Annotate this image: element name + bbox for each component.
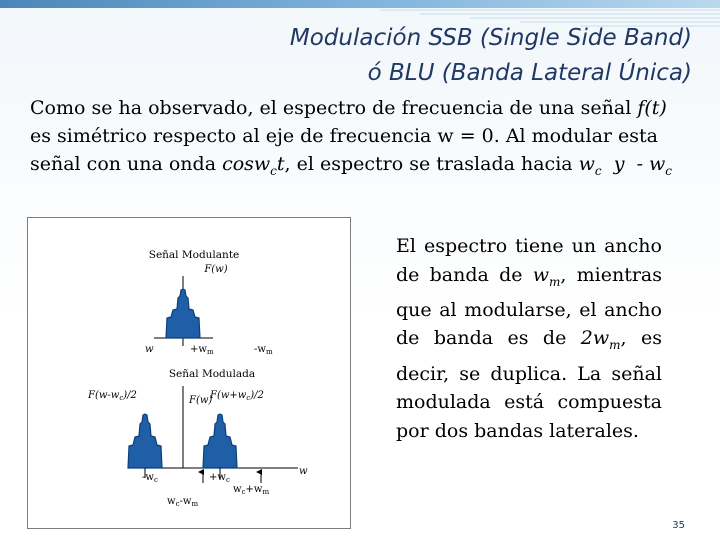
- spectrum-diagram: [28, 218, 350, 528]
- page-number: 35: [672, 520, 685, 531]
- upper-sideband-shape: [203, 414, 237, 468]
- slide-title-line-1: Modulación SSB (Single Side Band): [289, 25, 692, 51]
- y-word: y: [613, 153, 625, 175]
- modulated-title: Señal Modulada: [168, 368, 256, 380]
- wc-plus-wm-label: $w_c+w_m$: [233, 484, 270, 496]
- top-pos-wm-label: $+w_m$: [190, 344, 214, 356]
- wc-symbol: $w_c$: [578, 153, 602, 178]
- side-text-3: , es decir, se duplica. La señal modulada está compuesta por dos bandas laterales.: [396, 327, 663, 442]
- f-minus-label: $F(w-w_c)/2$: [88, 390, 137, 402]
- f-plus-label: $F(w+w_c)/2$: [210, 390, 264, 402]
- explanation-paragraph: [396, 232, 662, 445]
- side-text-2: , mientras que al modularse, el ancho de banda es de: [396, 263, 662, 350]
- intro-text-1: Como se ha observado, el espectro de frecuencia de una señal: [30, 97, 638, 119]
- neg-wc-symbol: - $w_c$: [636, 153, 673, 178]
- wc-minus-wm-label: $w_c-w_m$: [167, 496, 199, 508]
- neg-wc-label: $-w_c$: [142, 472, 158, 484]
- bottom-fw-label: F(w): [189, 395, 213, 406]
- w-zero-symbol: w = 0: [437, 125, 494, 147]
- top-neg-wm-label: $-w_m$: [254, 344, 273, 356]
- wm-symbol: $w_m$: [532, 263, 561, 289]
- bottom-w-label: w: [299, 466, 308, 477]
- spectrum-figure: [27, 217, 351, 529]
- two-wm-symbol: $2w_m$: [580, 327, 621, 353]
- top-w-label: w: [145, 344, 154, 355]
- top-accent-bar: [0, 0, 720, 8]
- lower-sideband-shape: [128, 414, 162, 468]
- pos-wc-label: $+w_c$: [209, 472, 230, 484]
- side-text-1: El espectro tiene un ancho de banda de: [396, 235, 662, 286]
- intro-text-2: es simétrico respecto al eje de frecuencia: [30, 125, 438, 147]
- cos-symbol: cosw$_c$t: [222, 153, 285, 178]
- intro-paragraph: [30, 94, 690, 185]
- ft-symbol: f(t): [637, 97, 667, 119]
- modulating-title: Señal Modulante: [148, 249, 240, 261]
- intro-text-4: , el espectro se traslada hacia: [284, 153, 579, 175]
- modulating-spectrum-shape: [166, 289, 200, 338]
- top-fw-label: F(w): [204, 264, 228, 275]
- intro-text-3: . Al modular esta señal con una onda: [30, 125, 659, 175]
- slide-title-line-2: ó BLU (Banda Lateral Única): [367, 60, 692, 86]
